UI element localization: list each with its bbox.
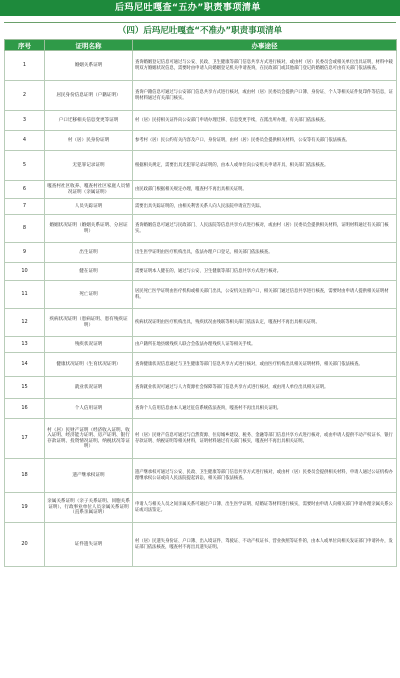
- table-row: [5, 459, 397, 493]
- row-number: 18: [5, 459, 45, 493]
- certificate-name: 无犯罪记录证明: [45, 151, 133, 181]
- row-number: 1: [5, 51, 45, 81]
- row-number: 13: [5, 337, 45, 353]
- row-number: 11: [5, 281, 45, 309]
- handling-method: 查询健康状况信息通过与卫生健康等部门信息共享方式进行核对，或由医疗机构出具相关证明材料，相关部门依法核查。: [133, 353, 397, 377]
- section-title: （四）后玛尼吐嘎查“不准办”职责事项清单: [4, 22, 396, 39]
- row-number: 5: [5, 151, 45, 181]
- table-row: [5, 215, 397, 243]
- certificate-name: 村（居）民财产证明（经济收入证明、收入证明、经济能力证明、房产证明、银行存款证明、投资情况证明、纳税状况等证明）: [45, 419, 133, 459]
- handling-method: 查询婚姻登记信息可通过与公安、民政、卫生健康等部门信息共享方式进行核对，或由村（居）民委员会或相关单位出具证明，材料中载明双方婚姻状况信息，需要时由申请人向婚姻登记机关申请查询，在民政部门或其他部门登记的婚姻信息可由有关部门依法核查。: [133, 51, 397, 81]
- handling-method: 申请人与相关人员之间亲属关系可通过户口簿、出生医学证明、结婚证等材料进行核实，需要时由申请人向相关部门申请办理亲属关系公证或司法鉴定。: [133, 493, 397, 523]
- column-header-name: 证明名称: [45, 40, 133, 51]
- table-row: [5, 151, 397, 181]
- handling-method: 村（居）民持相关证件向公安部门申请办理迁移、信息变更手续，在派出所办理，有关部门依法核查。: [133, 111, 397, 131]
- table-row: [5, 419, 397, 459]
- handling-method: 根据相关规定，需要出具无犯罪记录证明的，由本人或单位向公安机关申请开具，相关部门依法核查。: [133, 151, 397, 181]
- column-header-no: 序号: [5, 40, 45, 51]
- certificate-name: 健康状况证明（生育状况证明）: [45, 353, 133, 377]
- handling-method: 疾病状况证明由医疗机构出具，残疾状况由残联等相关部门依法认定，嘎查村不再出具相关证明。: [133, 309, 397, 337]
- handling-method: 需要证明本人健在的，通过与公安、卫生健康等部门信息共享方式进行核对。: [133, 263, 397, 281]
- row-number: 10: [5, 263, 45, 281]
- table-row: [5, 199, 397, 215]
- table-row: [5, 281, 397, 309]
- handling-method: 村（居）民遗失身份证、户口簿、出入境证件、驾驶证、不动产权证书、营业执照等证件的，由本人或单位向相关发证部门申请补办，发证部门依法核查，嘎查村不再出具遗失证明。: [133, 523, 397, 567]
- table-header-row: [5, 40, 397, 51]
- row-number: 19: [5, 493, 45, 523]
- certificate-name: 疾病状况证明（患病证明、患有残疾证明）: [45, 309, 133, 337]
- handling-method: 查询个人信用信息由本人通过征信系统依法查询，嘎查村不再出具相关证明。: [133, 399, 397, 419]
- certificate-name: 嘎查村社区收养、嘎查村社区家庭人员情况证明（亲属证明）: [45, 181, 133, 199]
- table-row: [5, 243, 397, 263]
- certificate-name: 残疾状况证明: [45, 337, 133, 353]
- certificate-name: 村（居）民身份证明: [45, 131, 133, 151]
- certificate-name: 健在证明: [45, 263, 133, 281]
- row-number: 4: [5, 131, 45, 151]
- table-row: [5, 131, 397, 151]
- certificate-name: 户口迁移相关信息变更等证明: [45, 111, 133, 131]
- certificate-name: 居民身份信息证明（户籍证明）: [45, 81, 133, 111]
- handling-method: 需要出具失踪证明的，由相关利害关系人向人民法院申请宣告失踪。: [133, 199, 397, 215]
- row-number: 14: [5, 353, 45, 377]
- row-number: 8: [5, 215, 45, 243]
- certificate-name: 证件遗失证明: [45, 523, 133, 567]
- certificate-name: 婚姻状况证明（婚姻关系证明、分居证明）: [45, 215, 133, 243]
- handling-method: 参考村（居）民公约有关内容及户口、身份证明，由村（居）民委员会提供相关材料，公安等有关部门依法核查。: [133, 131, 397, 151]
- row-number: 6: [5, 181, 45, 199]
- handling-method: 由户籍所在地县级残疾人联合会依法办理残疾人证等相关手续。: [133, 337, 397, 353]
- table-row: [5, 81, 397, 111]
- handling-method: 由民政部门根据相关规定办理，嘎查村不再出具相关证明。: [133, 181, 397, 199]
- column-header-method: 办事途径: [133, 40, 397, 51]
- handling-method: 遗产继承权可通过与公安、民政、卫生健康等部门信息共享方式进行核对，或由村（居）民委员会提供相关材料，申请人通过公证机构办理继承权公证或向人民法院提起诉讼，相关部门依法核查。: [133, 459, 397, 493]
- row-number: 2: [5, 81, 45, 111]
- handling-method: 村（居）民财产信息可通过与自然资源、住房城乡建设、税务、金融等部门信息共享方式进行核对，或由申请人提供不动产权证书、银行存款证明、纳税证明等相关材料，证明材料通过有关部门核实，嘎查村不再出具相关证明。: [133, 419, 397, 459]
- table-row: [5, 309, 397, 337]
- certificate-name: 就业状况证明: [45, 377, 133, 399]
- row-number: 16: [5, 399, 45, 419]
- handling-method: 查询户籍信息可通过与公安部门信息共享方式进行核对，或由村（居）民委员会提供户口簿、身份证、个人等相关证件复印件等信息，证明材料通过有关部门核实。: [133, 81, 397, 111]
- handling-method: 居民死亡医学证明由医疗机构或相关部门出具，公安机关注销户口，相关部门通过信息共享进行核查，需要时由申请人提供相关证明材料。: [133, 281, 397, 309]
- table-row: [5, 523, 397, 567]
- table-row: [5, 353, 397, 377]
- table-row: [5, 263, 397, 281]
- row-number: 3: [5, 111, 45, 131]
- certificate-name: 死亡证明: [45, 281, 133, 309]
- handling-method: 出生医学证明由医疗机构出具，依法办理户口登记，相关部门依法核查。: [133, 243, 397, 263]
- row-number: 20: [5, 523, 45, 567]
- row-number: 12: [5, 309, 45, 337]
- duty-table: [4, 39, 397, 567]
- table-row: [5, 111, 397, 131]
- certificate-name: 个人信用证明: [45, 399, 133, 419]
- page-title: 后玛尼吐嘎查“五办”职责事项清单: [0, 0, 400, 16]
- certificate-name: 人员失踪证明: [45, 199, 133, 215]
- table-row: [5, 51, 397, 81]
- row-number: 17: [5, 419, 45, 459]
- handling-method: 查询就业状况可通过与人力资源社会保障等部门信息共享方式进行核对，或由用人单位出具相关证明。: [133, 377, 397, 399]
- table-row: [5, 399, 397, 419]
- table-row: [5, 181, 397, 199]
- handling-method: 查询婚姻信息可通过与民政部门、人民法院等信息共享方式进行核对，或由村（居）民委员会提供相关材料，证明材料通过有关部门核实。: [133, 215, 397, 243]
- certificate-name: 遗产继承权证明: [45, 459, 133, 493]
- table-row: [5, 337, 397, 353]
- certificate-name: 亲属关系证明（亲子关系证明、同胞关系证明）、行政事业单位人员亲属关系证明（直系亲属证明）: [45, 493, 133, 523]
- row-number: 7: [5, 199, 45, 215]
- certificate-name: 出生证明: [45, 243, 133, 263]
- table-row: [5, 493, 397, 523]
- row-number: 15: [5, 377, 45, 399]
- table-body: [5, 51, 397, 567]
- table-row: [5, 377, 397, 399]
- row-number: 9: [5, 243, 45, 263]
- certificate-name: 婚姻关系证明: [45, 51, 133, 81]
